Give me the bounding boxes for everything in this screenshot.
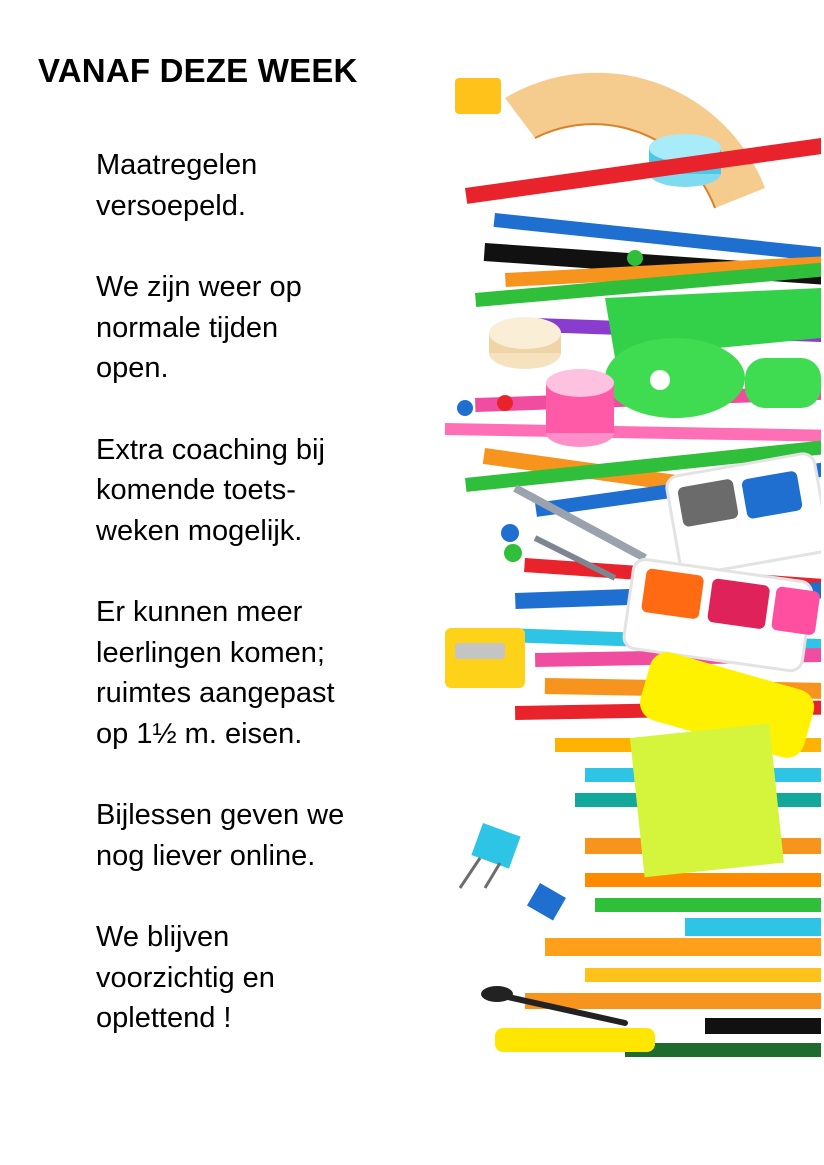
announcement-paragraph [96,267,426,389]
binder-clip-icon [460,823,566,921]
text-line: open. [96,352,169,384]
text-line: ruimtes aangepast [96,677,335,709]
text-line: oplettend ! [96,1002,232,1034]
text-line: We blijven [96,921,230,953]
announcement-paragraph [96,917,426,1039]
text-line: leerlingen komen; [96,636,325,669]
announcement-paragraph [96,145,426,226]
text-line: Extra coaching bij [96,433,325,466]
tape-roll-clear-icon [489,317,561,369]
text-line: komende toets- [96,474,296,506]
sticky-note-icon [630,723,784,877]
sharpener-yellow-icon [445,628,525,688]
sharpener-icon [455,78,501,114]
announcement-list [96,145,426,1080]
text-line: voorzichtig en [96,961,275,994]
text-line: Bijlessen geven we [96,799,345,831]
text-line: Maatregelen [96,149,258,181]
text-line: weken mogelijk. [96,514,303,547]
text-line: Er kunnen meer [96,596,303,628]
text-line: We zijn weer op [96,271,302,303]
tape-roll-pink-icon [546,369,614,447]
school-supplies-illustration [385,38,821,1086]
announcement-paragraph [96,430,426,552]
school-supplies-image [385,38,821,1086]
page-title: VANAF DEZE WEEK [38,52,358,89]
text-line: op 1½ m. eisen. [96,717,303,750]
text-line: versoepeld. [96,189,246,222]
text-line: normale tijden [96,311,279,344]
announcement-paragraph [96,795,426,876]
scissors-icon [605,288,821,418]
announcement-paragraph [96,592,426,754]
text-line: nog liever online. [96,839,316,872]
